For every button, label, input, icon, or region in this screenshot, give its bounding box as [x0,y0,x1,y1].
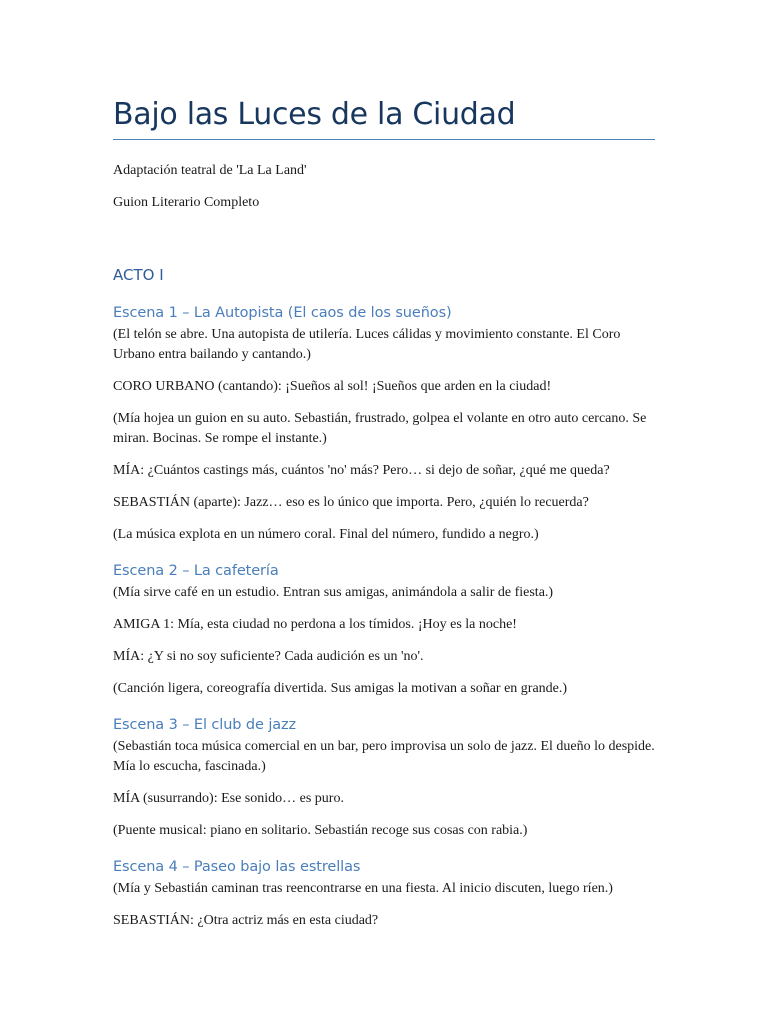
subtitle-adaptation: Adaptación teatral de 'La La Land' [113,163,307,178]
dialogue-line: MÍA: ¿Cuántos castings más, cuántos 'no' más? Pero… si dejo de soñar, ¿qué me queda? [113,463,610,478]
dialogue-line: SEBASTIÁN (aparte): Jazz… eso es lo único que importa. Pero, ¿quién lo recuerda? [113,495,589,510]
stage-direction: (Mía sirve café en un estudio. Entran sus amigas, animándola a salir de fiesta.) [113,585,554,600]
stage-direction: (La música explota en un número coral. Final del número, fundido a negro.) [113,527,539,542]
dialogue-line: AMIGA 1: Mía, esta ciudad no perdona a los tímidos. ¡Hoy es la noche! [113,617,517,632]
scene-3-heading: Escena 3 – El club de jazz [113,717,297,733]
stage-direction: (Sebastián toca música comercial en un bar, pero improvisa un solo de jazz. El dueño lo despide. Mía lo escucha, fascinada.) [113,739,655,774]
dialogue-line: MÍA (susurrando): Ese sonido… es puro. [113,791,344,806]
dialogue-line: CORO URBANO (cantando): ¡Sueños al sol! ¡Sueños que arden en la ciudad! [113,379,552,394]
act-heading: ACTO I [113,266,164,284]
scene-2-heading: Escena 2 – La cafetería [113,563,279,579]
stage-direction: (Canción ligera, coreografía divertida. Sus amigas la motivan a soñar en grande.) [113,681,568,696]
title-underline [113,139,655,140]
subtitle-script-type: Guion Literario Completo [113,195,260,210]
scene-4-heading: Escena 4 – Paseo bajo las estrellas [113,859,361,875]
dialogue-line: SEBASTIÁN: ¿Otra actriz más en esta ciudad? [113,913,379,928]
stage-direction: (Mía y Sebastián caminan tras reencontrarse en una fiesta. Al inicio discuten, luego ríen.) [113,881,613,896]
dialogue-line: MÍA: ¿Y si no soy suficiente? Cada audición es un 'no'. [113,649,424,664]
stage-direction: (Puente musical: piano en solitario. Sebastián recoge sus cosas con rabia.) [113,823,528,838]
stage-direction: (El telón se abre. Una autopista de utilería. Luces cálidas y movimiento constante. El Coro Urbano entra bailando y cantando.) [113,327,621,362]
scene-1-heading: Escena 1 – La Autopista (El caos de los sueños) [113,305,452,321]
stage-direction: (Mía hojea un guion en su auto. Sebastián, frustrado, golpea el volante en otro auto cercano. Se miran. Bocinas. Se rompe el instante.) [113,411,647,446]
document-title: Bajo las Luces de la Ciudad [113,97,516,132]
